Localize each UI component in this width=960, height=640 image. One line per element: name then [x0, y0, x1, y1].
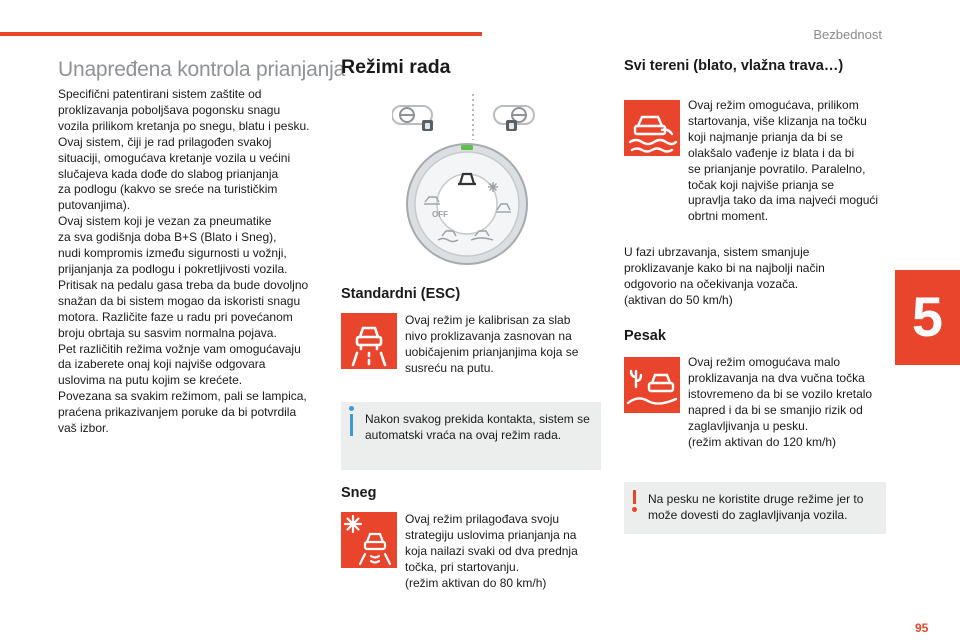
sand-mode-icon	[624, 357, 680, 413]
text-line: U fazi ubrzavanja, sistem smanjuje	[624, 245, 810, 259]
sand-description	[688, 355, 893, 450]
text-line: prijanjanja za podlogu i pokretljivosti vozila.	[58, 261, 288, 276]
text-line: Pritisak na pedalu gasa treba da bude dovoljno	[58, 277, 309, 292]
info-icon	[349, 406, 354, 411]
warning-note-text	[648, 492, 863, 524]
text-line: se prianjanje povratilo. Paralelno,	[688, 161, 866, 176]
mud-mode-icon	[624, 100, 680, 156]
text-line: točka, pri startovanju.	[405, 559, 520, 574]
text-line: proklizavanja na dva vučna točka	[688, 370, 865, 385]
text-line: odgovorio na očekivanja vozača.	[624, 276, 799, 291]
text-line: koja nailazi svaki od dva prednja	[405, 543, 578, 558]
text-line: strategiju uslovima prianjanja na	[405, 527, 577, 542]
text-line: proklizavanje kako bi na najbolji način	[624, 260, 825, 275]
standard-esc-icon	[341, 313, 397, 369]
snow-mode-icon-box	[341, 512, 397, 568]
text-line: proklizavanja poboljšava pogonsku snagu	[58, 102, 281, 117]
text-line: startovanja, više klizanja na točku	[688, 113, 867, 128]
text-line: istovremeno da bi se vozilo kretalo	[688, 386, 873, 401]
text-line: (režim aktivan do 120 km/h)	[688, 434, 837, 449]
text-line: susreću na putu.	[405, 360, 494, 375]
text-line: Nakon svakog prekida kontakta, sistem se	[365, 412, 590, 426]
text-line: Povezana sa svakim režimom, pali se lampica,	[58, 389, 307, 404]
text-line: broju obrtaja su sasvim normalna pojava.	[58, 325, 277, 340]
text-line: nudi kompromis između sigurnosti u vožnji,	[58, 246, 287, 261]
text-line: Ovaj režim prilagođava svoju	[405, 512, 560, 526]
info-note-text	[365, 412, 590, 444]
dial-off-label: OFF	[432, 210, 448, 219]
text-line: Ovaj sistem, čiji je rad prilagođen svakoj	[58, 134, 272, 149]
mud-extra-description	[624, 245, 884, 309]
text-line: olakšalo vađenje iz blata i da bi	[688, 145, 855, 160]
mud-mode-icon-box	[624, 100, 680, 156]
text-line: (režim aktivan do 80 km/h)	[405, 575, 547, 590]
text-line: napred i da bi se smanjio rizik od	[688, 402, 863, 417]
dial-icon	[405, 142, 529, 266]
sand-mode-icon-box	[624, 357, 680, 413]
text-line: Ovaj režim je kalibrisan za slab	[405, 313, 571, 327]
text-line: uslovima na putu kojim se krećete.	[58, 373, 243, 388]
text-line: (aktivan do 50 km/h)	[624, 292, 733, 307]
text-line: praćena prikazivanjem poruke da bi potvrdila	[58, 405, 297, 420]
text-line: Ovaj režim omogućava, prilikom	[688, 98, 859, 112]
chapter-tab	[895, 270, 960, 365]
snow-heading: Sneg	[341, 485, 377, 501]
text-line: Specifični patentirani sistem zaštite od	[58, 87, 262, 101]
info-note	[341, 402, 601, 470]
text-line: koji najmanje prianja da bi se	[688, 129, 843, 144]
text-line: zaglavljivanja u pesku.	[688, 418, 809, 433]
page-number: 95	[915, 621, 929, 635]
text-line: nivo proklizavanja zasnovan na	[405, 328, 572, 343]
standard-heading: Standardni (ESC)	[341, 286, 461, 302]
text-line: da izaberete onaj koji najviše odgovara	[58, 357, 266, 372]
text-line: za sva godišnja doba B+S (Blato i Sneg),	[58, 230, 277, 245]
snow-mode-icon	[341, 512, 397, 568]
text-line: uobičajenim prianjanjima koja se	[405, 344, 579, 359]
snow-description	[405, 512, 595, 592]
steering-illustration	[392, 94, 554, 140]
standard-mode-icon-box	[341, 313, 397, 369]
warning-dot	[632, 507, 637, 512]
text-line: Pet različitih režima vožnje vam omogućavaju	[58, 341, 301, 356]
text-line: automatski vraća na ovaj režim rada.	[365, 427, 562, 442]
section-header: Bezbednost	[813, 27, 882, 42]
text-line: za podlogu (kakvo se sreće na turističkim	[58, 182, 278, 197]
text-line: situaciji, omogućava kretanje vozila u većini	[58, 150, 291, 165]
text-line: obrtni moment.	[688, 209, 769, 224]
warning-note	[624, 482, 886, 534]
text-line: motora. Različite faze u radu pri povećanom	[58, 309, 293, 324]
intro-text	[58, 87, 323, 437]
text-line: vaš izbor.	[58, 421, 109, 436]
section-title: Unapređena kontrola prianjanja	[58, 58, 346, 81]
text-line: slučajeva kada dođe do slabog prianjanja	[58, 166, 279, 181]
standard-description	[405, 313, 595, 377]
mode-selector-dial	[405, 142, 529, 266]
text-line: snažan da bi sistem mogao da iskoristi snagu	[58, 293, 301, 308]
text-line: točak koji najviše prianja se	[688, 177, 835, 192]
text-line: upravlja tako da ima najveći mogući	[688, 193, 879, 208]
text-line: Ovaj sistem koji je vezan za pneumatike	[58, 214, 272, 229]
text-line: putovanjima).	[58, 198, 131, 213]
text-line: Na pesku ne koristite druge režime jer to	[648, 492, 864, 506]
chapter-number: 5	[911, 285, 944, 348]
info-bar	[350, 414, 353, 436]
warning-icon	[633, 490, 636, 504]
car-steering-icon	[392, 94, 554, 140]
mud-description	[688, 98, 893, 225]
sand-heading: Pesak	[624, 328, 666, 344]
mud-heading: Svi tereni (blato, vlažna trava…)	[624, 58, 844, 74]
top-accent-bar	[0, 32, 482, 36]
text-line: može dovesti do zaglavljivanja vozila.	[648, 507, 848, 522]
modes-title: Režimi rada	[341, 56, 451, 78]
text-line: vozila prilikom kretanja po snegu, blatu i pesku.	[58, 118, 310, 133]
text-line: Ovaj režim omogućava malo	[688, 355, 841, 369]
